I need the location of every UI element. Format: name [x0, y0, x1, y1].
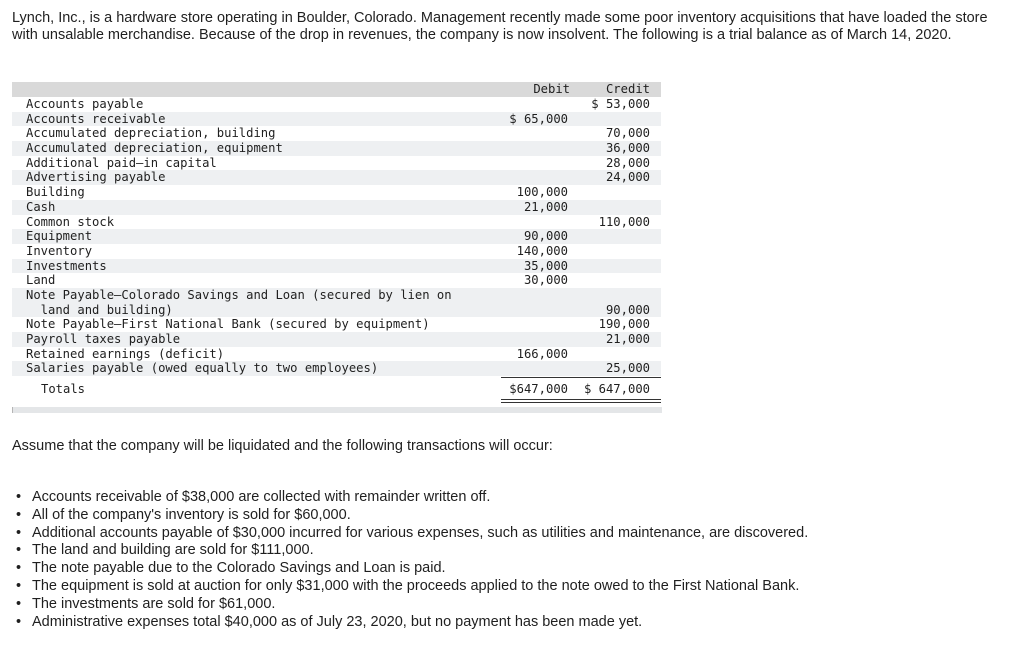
table-row: [12, 303, 661, 318]
list-item: [12, 525, 1012, 543]
account-name: Payroll taxes payable: [26, 332, 181, 346]
account-name: Additional paid–in capital: [26, 155, 217, 170]
list-item: [12, 596, 1012, 614]
credit-value: 70,000: [605, 126, 650, 141]
credit-value: 90,000: [605, 302, 650, 317]
totals-debit: $647,000: [509, 382, 568, 396]
bullet-icon: •: [16, 524, 22, 541]
totals-credit: $ 647,000: [583, 382, 650, 396]
bullet-icon: •: [16, 595, 22, 612]
table-row: [12, 200, 661, 215]
account-name: Retained earnings (deficit): [26, 346, 225, 361]
assumption-text: Assume that the company will be liquidated and the following transactions will occur:: [12, 438, 553, 454]
table-row: [12, 259, 661, 274]
credit-header: Credit: [605, 82, 650, 96]
account-name: land and building): [26, 302, 173, 317]
debit-value: 35,000: [523, 258, 568, 273]
account-name: Building: [26, 185, 85, 200]
list-item-text: All of the company's inventory is sold for $60,000.: [32, 506, 351, 523]
table-row: [12, 215, 661, 230]
debit-value: 30,000: [523, 273, 568, 288]
bullet-icon: •: [16, 489, 22, 505]
table-row: [12, 185, 661, 200]
table-row: [12, 347, 661, 362]
table-row: [12, 288, 661, 303]
table-row: [12, 141, 661, 156]
account-name: Accumulated depreciation, building: [26, 126, 276, 141]
account-name: Inventory: [26, 243, 93, 258]
bullet-icon: •: [16, 577, 22, 594]
credit-value: 110,000: [598, 214, 650, 229]
account-name: Salaries payable (owed equally to two employees): [26, 361, 379, 376]
list-item-text: Additional accounts payable of $30,000 incurred for various expenses, such as utilities and maintenance, are discovered.: [32, 524, 809, 541]
account-name: Accounts receivable: [26, 111, 166, 126]
table-row: [12, 97, 661, 112]
table-row: [12, 112, 661, 127]
table-row: [12, 126, 661, 141]
list-item: [12, 560, 1012, 578]
account-name: Land: [26, 273, 56, 288]
list-item: [12, 578, 1012, 596]
table-row: [12, 332, 661, 347]
account-name: Investments: [26, 258, 107, 273]
debit-value: 166,000: [516, 346, 568, 361]
bullet-icon: •: [16, 542, 22, 559]
credit-value: 190,000: [598, 317, 650, 332]
table-row: [12, 317, 661, 332]
account-name: Advertising payable: [26, 170, 166, 185]
account-name: Accounts payable: [26, 97, 144, 111]
table-footer-bar: [12, 407, 662, 413]
debit-value: 21,000: [523, 199, 568, 214]
account-name: Accumulated depreciation, equipment: [26, 141, 283, 156]
list-item: [12, 614, 1012, 632]
table-row: [12, 361, 661, 376]
bullet-icon: •: [16, 506, 22, 523]
table-row: [12, 273, 661, 288]
list-item: [12, 507, 1012, 525]
list-item-text: The equipment is sold at auction for only $31,000 with the proceeds applied to the note owed to the First National Bank.: [32, 577, 800, 594]
table-row: [12, 170, 661, 185]
account-name: Common stock: [26, 214, 115, 229]
account-name: Cash: [26, 199, 56, 214]
table-header: [12, 82, 661, 97]
list-item-text: Accounts receivable of $38,000 are collected with remainder written off.: [32, 489, 491, 505]
totals-double-rule-1: [501, 399, 661, 400]
credit-value: 25,000: [605, 361, 650, 376]
trial-balance-table: [12, 82, 661, 414]
debit-value: $ 65,000: [509, 111, 568, 126]
credit-value: 21,000: [605, 332, 650, 346]
table-row: [12, 244, 661, 259]
transaction-list: [12, 489, 1012, 631]
bullet-icon: •: [16, 613, 22, 630]
list-item: [12, 489, 1012, 507]
credit-value: 36,000: [605, 141, 650, 156]
bullet-icon: •: [16, 560, 22, 577]
totals-top-rule: [501, 377, 661, 378]
credit-value: 28,000: [605, 155, 650, 170]
table-row: [12, 229, 661, 244]
account-name: Note Payable—First National Bank (secured by equipment): [26, 317, 430, 332]
credit-value: 24,000: [605, 170, 650, 185]
intro-paragraph: Lynch, Inc., is a hardware store operating in Boulder, Colorado. Management recently made some poor inventory acquisitions that have loaded the store with unsalable merchandise. Because of the drop in revenues, the company is now insolvent. The following is a trial balance as of March 14, 2020.: [12, 10, 988, 43]
debit-value: 90,000: [523, 229, 568, 244]
list-item-text: The investments are sold for $61,000.: [32, 595, 276, 612]
table-rows: [12, 97, 661, 376]
debit-header: Debit: [533, 82, 570, 96]
list-item-text: Administrative expenses total $40,000 as of July 23, 2020, but no payment has been made yet.: [32, 613, 643, 630]
list-item-text: The land and building are sold for $111,000.: [32, 542, 314, 559]
totals-row: [12, 379, 661, 399]
list-item-text: The note payable due to the Colorado Savings and Loan is paid.: [32, 560, 446, 577]
debit-value: 140,000: [516, 243, 568, 258]
debit-value: 100,000: [516, 185, 568, 200]
account-name: Note Payable—Colorado Savings and Loan (secured by lien on: [26, 287, 452, 302]
list-item: [12, 542, 1012, 560]
table-row: [12, 156, 661, 171]
credit-value: $ 53,000: [591, 97, 650, 111]
account-name: Equipment: [26, 229, 93, 244]
totals-label: Totals: [41, 382, 86, 396]
totals-double-rule-2: [501, 402, 661, 403]
